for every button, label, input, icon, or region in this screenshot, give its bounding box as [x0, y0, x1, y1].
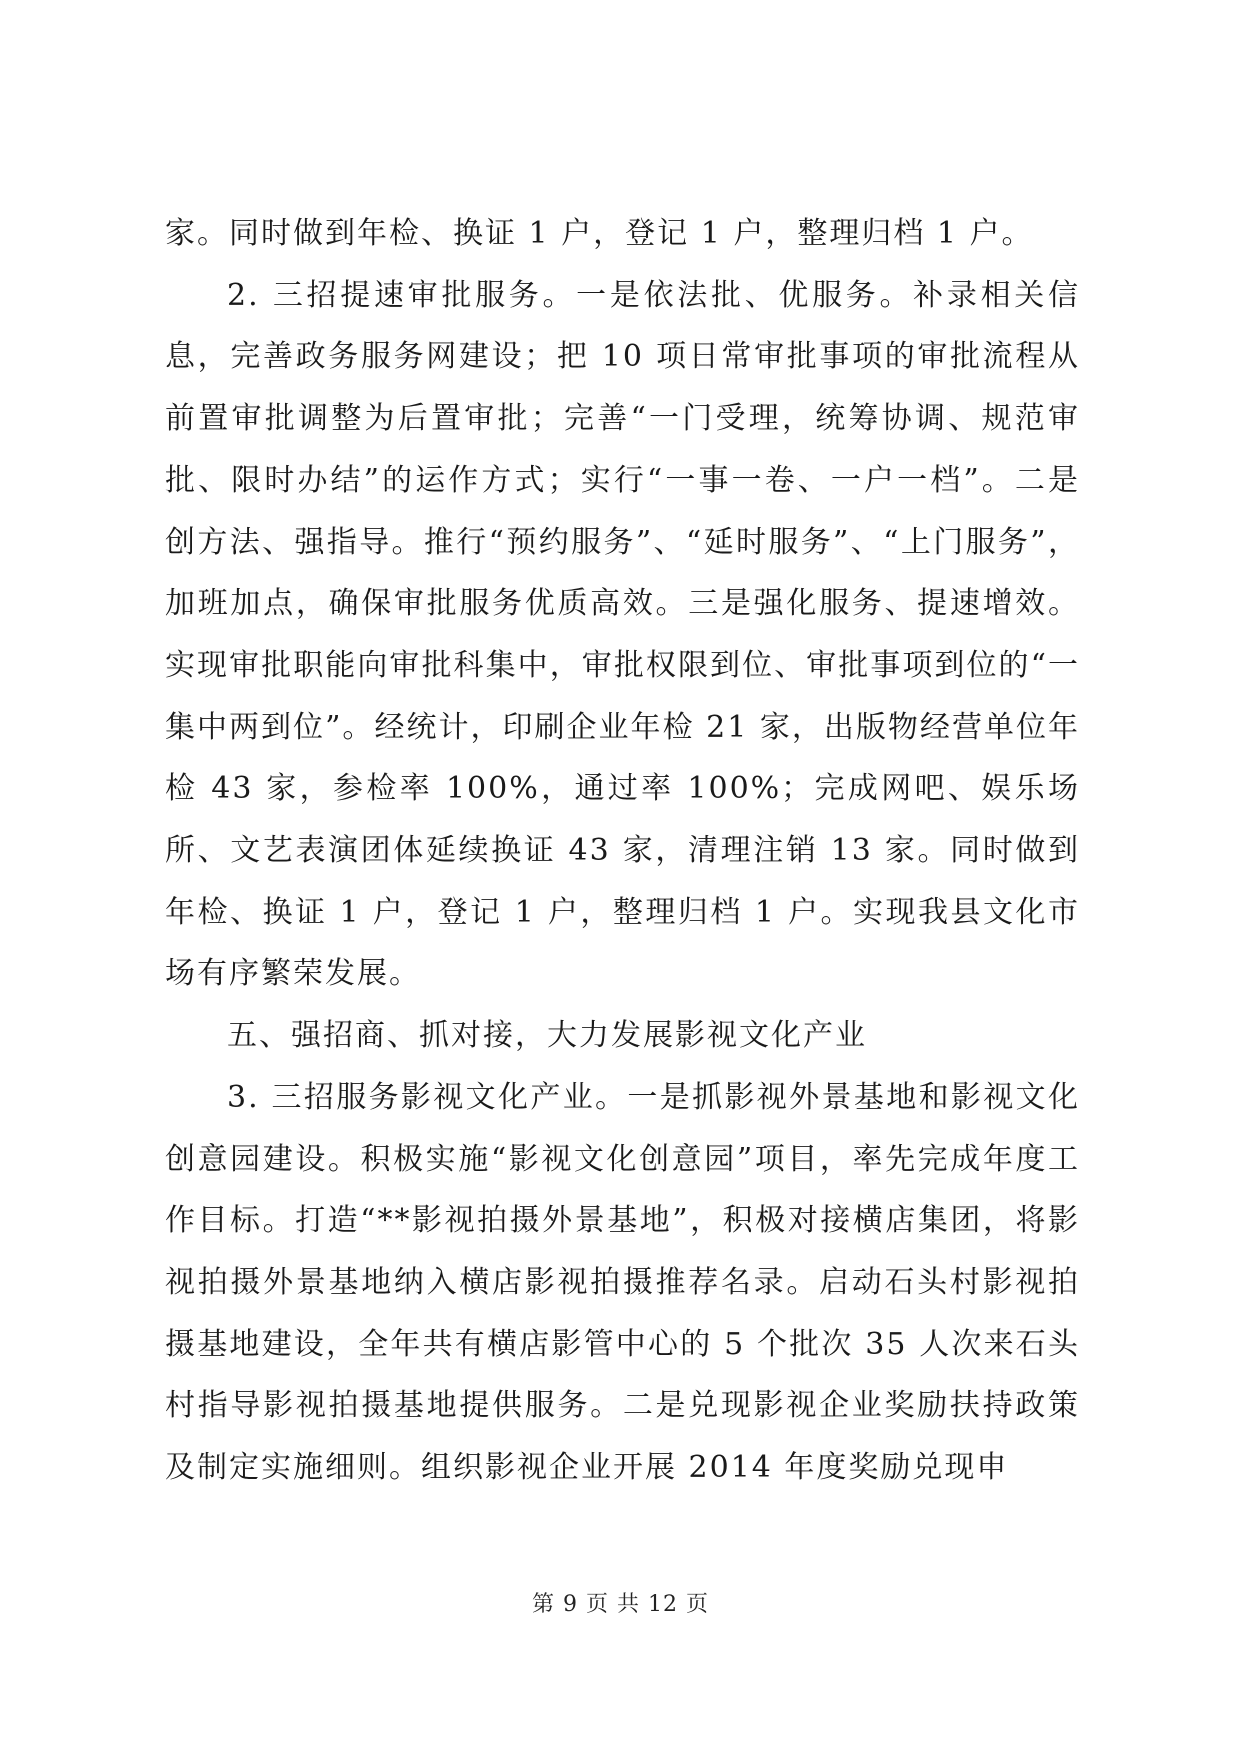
paragraph-item-3: 3. 三招服务影视文化产业。一是抓影视外景基地和影视文化创意园建设。积极实施“影视文化创意园”项目，率先完成年度工作目标。打造“**影视拍摄外景基地”，积极对接横店集团，将影视拍摄外景基地纳入横店影视拍摄推荐名录。启动石头村影视拍摄基地建设，全年共有横店影管中心的 5 个批次 35 人次来石头村指导影视拍摄基地提供服务。二是兑现影视企业奖励扶持政策及制定实施细则。组织影视企业开展 2014 年度奖励兑现申 — [165, 1079, 1080, 1486]
paragraph-item-2: 2. 三招提速审批服务。一是依法批、优服务。补录相关信息，完善政务服务网建设；把 10 项日常审批事项的审批流程从前置审批调整为后置审批；完善“一门受理，统筹协调、规范审批、限时办结”的运作方式；实行“一事一卷、一户一档”。二是创方法、强指导。推行“预约服务”、“延时服务”、“上门服务”，加班加点，确保审批服务优质高效。三是强化服务、提速增效。实现审批职能向审批科集中，审批权限到位、审批事项到位的“一集中两到位”。经统计，印刷企业年检 21 家，出版物经营单位年检 43 家，参检率 100%，通过率 100%；完成网吧、娱乐场所、文艺表演团体延续换证 43 家，清理注销 13 家。同时做到年检、换证 1 户，登记 1 户，整理归档 1 户。实现我县文化市场有序繁荣发展。 — [165, 277, 1080, 992]
page-footer: 第 9 页 共 12 页 — [532, 1592, 709, 1617]
section-heading: 五、强招商、抓对接，大力发展影视文化产业 — [227, 1018, 867, 1054]
document-body — [165, 203, 1080, 1499]
paragraph-continuation: 家。同时做到年检、换证 1 户，登记 1 户，整理归档 1 户。 — [165, 216, 1034, 251]
